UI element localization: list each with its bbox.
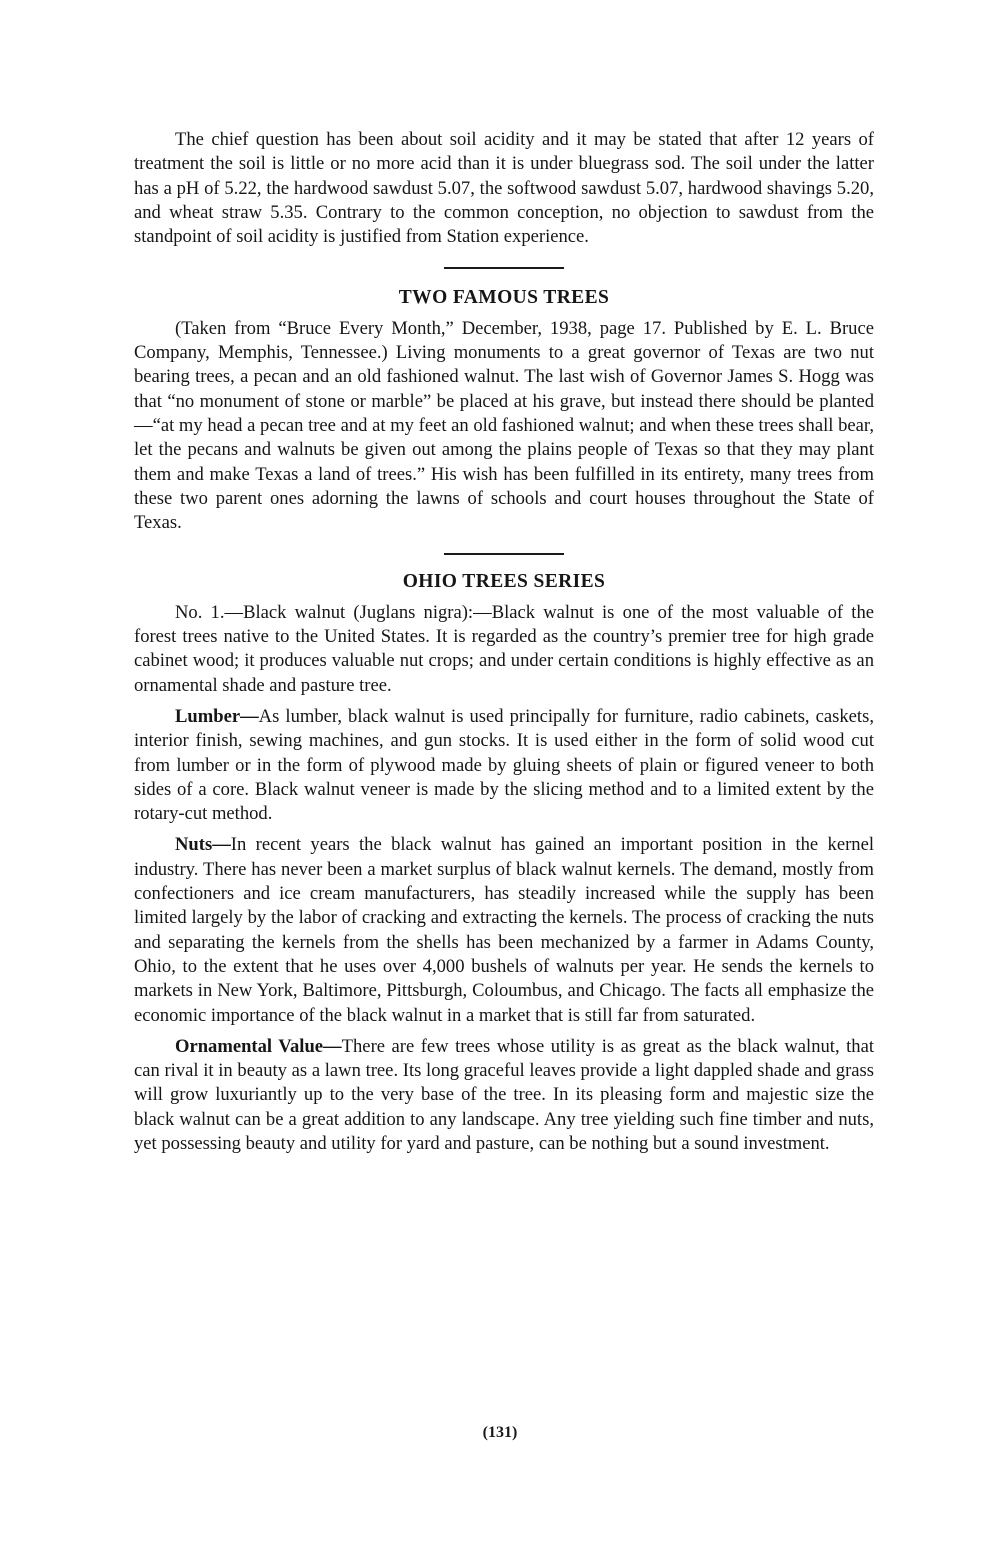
heading-two-famous-trees: TWO FAMOUS TREES xyxy=(398,287,610,309)
section-text-lumber: As lumber, black walnut is used principally for furniture, radio cabinets, caskets, interior finish, sewing machines, and gun stocks. It is used either in the form of solid wood cut from lumber or in the form of plywood made by gluing sheets of plain or figured veneer to both sides of a core. Black walnut veneer is made by the slicing method and to a limited extent by the rotary-cut method. xyxy=(134,705,874,825)
intro-paragraph: The chief question has been about soil acidity and it may be stated that after 12 years of treatment the soil is little or no more acid than it is under bluegrass sod. The soil under the latter has a pH of 5.22, the hardwood sawdust 5.07, the softwood sawdust 5.07, hardwood shavings 5.20, and wheat straw 5.35. Contrary to the common conception, no objection to sawdust from the standpoint of soil acidity is justified from Station experience. xyxy=(134,129,874,248)
section-lead-lumber: Lumber— xyxy=(175,705,259,727)
section-lead-ornamental-value: Ornamental Value— xyxy=(175,1035,342,1057)
heading-ohio-trees-series: OHIO TREES SERIES xyxy=(402,571,606,593)
page-number: (131) xyxy=(482,1424,518,1441)
ohio-series-intro: No. 1.—Black walnut (Juglans nigra):—Black walnut is one of the most valuable of the forest trees native to the United States. It is regarded as the country’s premier tree for high grade cabinet wood; it produces valuable nut crops; and under certain conditions is highly effective as an ornamental shade and pasture tree. xyxy=(134,601,874,696)
section-text-ornamental-value: There are few trees whose utility is as great as the black walnut, that can rival it in beauty as a lawn tree. Its long graceful leaves provide a light dappled shade and grass will grow luxuriantly up to the very base of the tree. In its pleasing form and majestic size the black walnut can be a great addition to any landscape. Any tree yielding such fine timber and nuts, yet possessing beauty and utility for yard and pasture, can be nothing but a sound investment. xyxy=(134,1035,875,1154)
famous-trees-paragraph: (Taken from “Bruce Every Month,” December, 1938, page 17. Published by E. L. Bruce Company, Memphis, Tennessee.) Living monuments to a great governor of Texas are two nut bearing trees, a pecan and an old fashioned walnut. The last wish of Governor James S. Hogg was that “no monument of stone or marble” be placed at his grave, but instead there should be planted—“at my head a pecan tree and at my feet an old fashioned walnut; and when these trees shall bear, let the pecans and walnuts be given out among the plains people of Texas so that they may plant them and make Texas a land of trees.” His wish has been fulfilled in its entirety, many trees from these two parent ones adorning the lawns of schools and court houses throughout the State of Texas. xyxy=(134,317,874,534)
section-lumber xyxy=(134,705,874,826)
section-divider xyxy=(444,553,564,555)
section-text-nuts: In recent years the black walnut has gained an important position in the kernel industry. There has never been a market surplus of black walnut kernels. The demand, mostly from confectioners and ice cream manufacturers, has steadily increased while the supply has been limited largely by the labor of cracking and extracting the kernels. The process of cracking the nuts and separating the kernels from the shells has been mechanized by a farmer in Adams County, Ohio, to the extent that he uses over 4,000 bushels of walnuts per year. He sends the kernels to markets in New York, Baltimore, Pittsburgh, Coloumbus, and Chicago. The facts all emphasize the economic importance of the black walnut in a market that is still far from saturated. xyxy=(134,834,874,1026)
section-ornamental-value xyxy=(134,1035,874,1156)
page-body xyxy=(134,128,874,1156)
section-lead-nuts: Nuts— xyxy=(175,834,231,856)
section-nuts xyxy=(134,833,874,1027)
section-divider xyxy=(444,267,564,269)
